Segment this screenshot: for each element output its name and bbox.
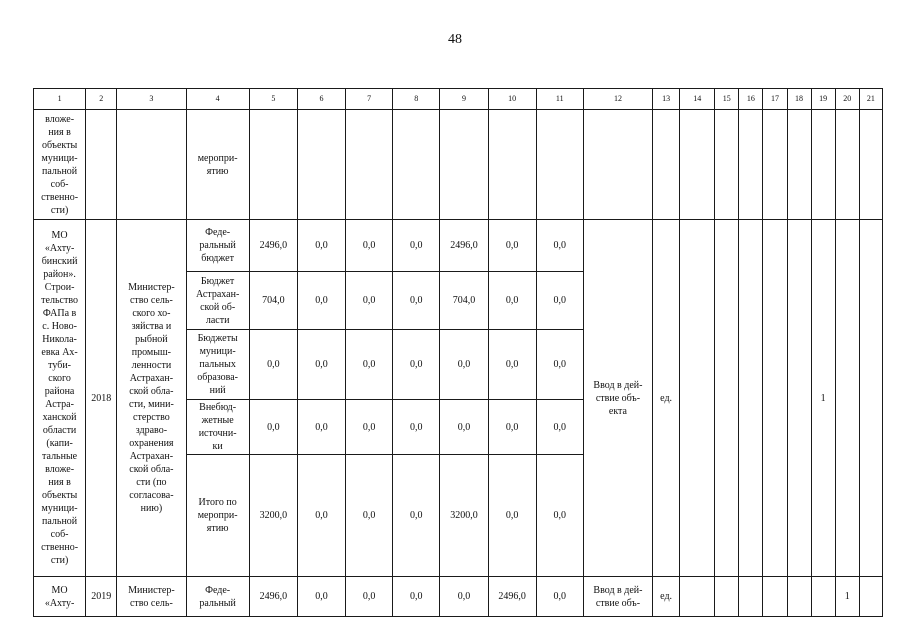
column-header: 20 [835, 89, 859, 110]
value-cell: 2496,0 [249, 220, 297, 272]
value-cell: 0,0 [440, 330, 488, 400]
value-cell: 0,0 [297, 577, 345, 617]
column-header: 2 [86, 89, 117, 110]
value-cell: 0,0 [393, 577, 440, 617]
value-cell: 0,0 [346, 400, 393, 455]
column-header: 21 [859, 89, 882, 110]
unit-cell: ед. [653, 220, 680, 577]
value-cell: 0,0 [440, 400, 488, 455]
value-cell: 2496,0 [440, 220, 488, 272]
column-header: 19 [811, 89, 835, 110]
value-cell: 3200,0 [440, 455, 488, 577]
value-cell: 1 [811, 220, 835, 577]
value-cell: 0,0 [488, 400, 536, 455]
column-header: 15 [715, 89, 739, 110]
column-header: 6 [297, 89, 345, 110]
value-cell: 3200,0 [249, 455, 297, 577]
value-cell: 0,0 [249, 330, 297, 400]
value-cell: 0,0 [393, 220, 440, 272]
value-cell: 0,0 [488, 272, 536, 330]
value-cell: 0,0 [536, 455, 583, 577]
value-cell: 0,0 [346, 272, 393, 330]
value-cell: 0,0 [488, 220, 536, 272]
source-cell: Бюджет Астрахан- ской об- ласти [186, 272, 249, 330]
source-cell: Внебюд- жетные источни- ки [186, 400, 249, 455]
column-header: 3 [117, 89, 186, 110]
column-header: 8 [393, 89, 440, 110]
value-cell: 0,0 [249, 400, 297, 455]
column-header: 1 [34, 89, 86, 110]
column-header: 4 [186, 89, 249, 110]
value-cell: 0,0 [536, 220, 583, 272]
source-cell: Феде- ральный бюджет [186, 220, 249, 272]
object-cell: МО «Ахту- бинский район». Строи- тельство ФАПа в с. Ново- Никола- евка Ах- туби- ского района Астра- ханской области (капи- тальные вложе- ния в объекты муници- пальной соб- ственно- сти) [34, 220, 86, 577]
column-header: 7 [346, 89, 393, 110]
value-cell: 0,0 [297, 330, 345, 400]
table-row [34, 577, 883, 617]
value-cell: 0,0 [346, 330, 393, 400]
value-cell: 0,0 [393, 272, 440, 330]
value-cell: 0,0 [440, 577, 488, 617]
year-cell: 2019 [86, 577, 117, 617]
value-cell: 0,0 [536, 400, 583, 455]
header-row [34, 89, 883, 110]
column-header: 12 [583, 89, 652, 110]
value-cell: 0,0 [297, 400, 345, 455]
year-cell: 2018 [86, 220, 117, 577]
column-header: 5 [249, 89, 297, 110]
executor-cell: Министер- ство сель- [117, 577, 186, 617]
object-cell: вложе- ния в объекты муници- пальной соб- ственно- сти) [34, 110, 86, 220]
value-cell: 0,0 [536, 577, 583, 617]
budget-table [33, 88, 883, 617]
value-cell: 0,0 [297, 220, 345, 272]
value-cell: 1 [835, 577, 859, 617]
value-cell: 0,0 [346, 455, 393, 577]
column-header: 11 [536, 89, 583, 110]
object-cell: МО «Ахту- [34, 577, 86, 617]
value-cell: 704,0 [440, 272, 488, 330]
value-cell: 0,0 [393, 330, 440, 400]
value-cell: 0,0 [346, 577, 393, 617]
source-cell: Бюджеты муници- пальных образова- ний [186, 330, 249, 400]
continuation-row [34, 110, 883, 220]
value-cell: 0,0 [536, 272, 583, 330]
column-header: 17 [763, 89, 787, 110]
source-cell: меропри- ятию [186, 110, 249, 220]
table-row [34, 220, 883, 272]
value-cell: 0,0 [297, 272, 345, 330]
column-header: 16 [739, 89, 763, 110]
value-cell: 0,0 [297, 455, 345, 577]
unit-cell: ед. [653, 577, 680, 617]
indicator-cell: Ввод в дей- ствие объ- екта [583, 220, 652, 577]
value-cell: 0,0 [488, 330, 536, 400]
source-cell: Феде- ральный [186, 577, 249, 617]
value-cell: 704,0 [249, 272, 297, 330]
value-cell: 0,0 [393, 455, 440, 577]
value-cell: 0,0 [536, 330, 583, 400]
indicator-cell: Ввод в дей- ствие объ- [583, 577, 652, 617]
column-header: 10 [488, 89, 536, 110]
column-header: 14 [680, 89, 715, 110]
page-number: 48 [448, 32, 462, 47]
executor-cell: Министер- ство сель- ского хо- зяйства и рыбной промыш- ленности Астрахан- ской обла- сти, мини- стерство здраво- охранения Астрахан- ской обла- сти (по согласова- нию) [117, 220, 186, 577]
source-cell: Итого по меропри- ятию [186, 455, 249, 577]
column-header: 13 [653, 89, 680, 110]
column-header: 18 [787, 89, 811, 110]
value-cell: 0,0 [488, 455, 536, 577]
column-header: 9 [440, 89, 488, 110]
value-cell: 2496,0 [488, 577, 536, 617]
value-cell: 2496,0 [249, 577, 297, 617]
value-cell: 0,0 [393, 400, 440, 455]
value-cell: 0,0 [346, 220, 393, 272]
